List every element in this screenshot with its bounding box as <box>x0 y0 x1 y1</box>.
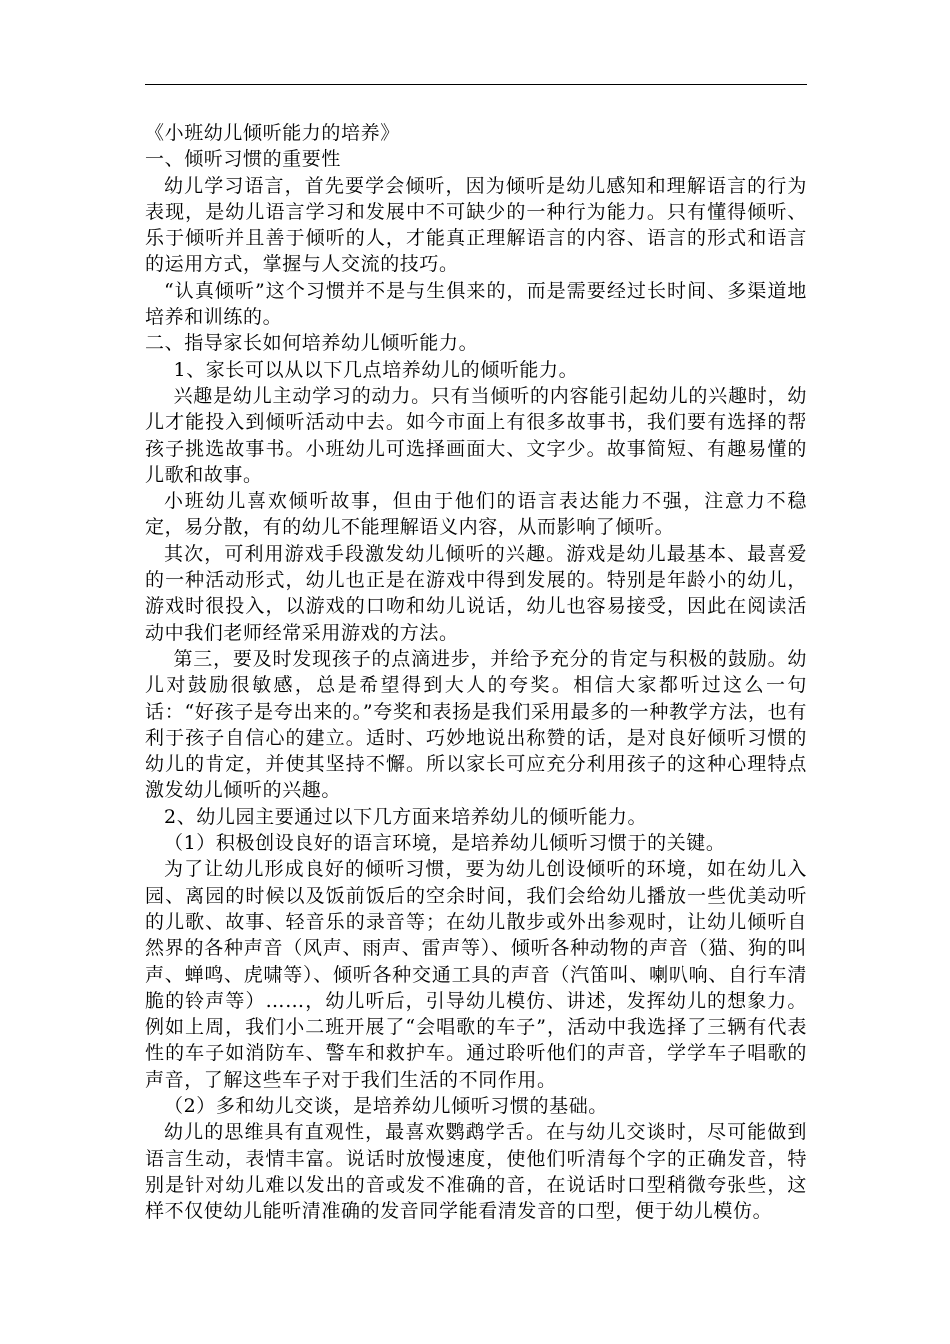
document-paragraph: 其次，可利用游戏手段激发幼儿倾听的兴趣。游戏是幼儿最基本、最喜爱的一种活动形式，幼儿也正是在游戏中得到发展的。特别是年龄小的幼儿，游戏时很投入，以游戏的口吻和幼儿说话，幼儿也容易接受，因此在阅读活动中我们老师经常采用游戏的方法。 <box>145 542 807 644</box>
document-paragraph: 为了让幼儿形成良好的倾听习惯，要为幼儿创设倾听的环境，如在幼儿入园、离园的时候以及饭前饭后的空余时间，我们会给幼儿播放一些优美动听的儿歌、故事、轻音乐的录音等；在幼儿散步或外出参观时，让幼儿倾听自然界的各种声音（风声、雨声、雷声等）、倾听各种动物的声音（猫、狗的叫声、蝉鸣、虎啸等）、倾听各种交通工具的声音（汽笛叫、喇叭响、自行车清脆的铃声等）……，幼儿听后，引导幼儿模仿、讲述，发挥幼儿的想象力。例如上周，我们小二班开展了“会唱歌的车子”，活动中我选择了三辆有代表性的车子如消防车、警车和救护车。通过聆听他们的声音，学学车子唱歌的声音，了解这些车子对于我们生活的不同作用。 <box>145 858 807 1091</box>
document-paragraph: 幼儿的思维具有直观性，最喜欢鹦鹉学舌。在与幼儿交谈时，尽可能做到语言生动，表情丰富。说话时放慢速度，使他们听清每个字的正确发音，特别是针对幼儿难以发出的音或发不准确的音，在说话时口型稍微夸张些，这样不仅使幼儿能听清准确的发音同学能看清发音的口型，便于幼儿模仿。 <box>145 1121 807 1223</box>
document-paragraph: （2）多和幼儿交谈，是培养幼儿倾听习惯的基础。 <box>164 1094 608 1117</box>
document-paragraph: 幼儿学习语言，首先要学会倾听，因为倾听是幼儿感知和理解语言的行为表现，是幼儿语言学习和发展中不可缺少的一种行为能力。只有懂得倾听、乐于倾听并且善于倾听的人，才能真正理解语言的内容、语言的形式和语言的运用方式，掌握与人交流的技巧。 <box>145 174 807 276</box>
paragraph-list <box>145 146 807 1224</box>
document-body <box>145 120 807 1224</box>
document-paragraph: 第三，要及时发现孩子的点滴进步，并给予充分的肯定与积极的鼓励。幼儿对鼓励很敏感，总是希望得到大人的夸奖。相信大家都听过这么一句话：“好孩子是夸出来的。”夸奖和表扬是我们采用最多的一种教学方法，也有利于孩子自信心的建立。适时、巧妙地说出称赞的话，是对良好倾听习惯的幼儿的肯定，并使其坚持不懈。所以家长可应充分利用孩子的这种心理特点激发幼儿倾听的兴趣。 <box>145 647 807 802</box>
document-paragraph: “认真倾听”这个习惯并不是与生俱来的，而是需要经过长时间、多渠道地培养和训练的。 <box>145 279 807 329</box>
document-paragraph: 一、倾听习惯的重要性 <box>145 148 342 171</box>
document-paragraph: 小班幼儿喜欢倾听故事，但由于他们的语言表达能力不强，注意力不稳定，易分散，有的幼儿不能理解语义内容，从而影响了倾听。 <box>145 490 807 539</box>
document-paragraph: 二、指导家长如何培养幼儿倾听能力。 <box>145 332 479 355</box>
document-paragraph: （1）积极创设良好的语言环境，是培养幼儿倾听习惯于的关键。 <box>164 832 726 855</box>
document-paragraph: 兴趣是幼儿主动学习的动力。只有当倾听的内容能引起幼儿的兴趣时，幼儿才能投入到倾听活动中去。如今市面上有很多故事书，我们要有选择的帮孩子挑选故事书。小班幼儿可选择画面大、文字少。故事简短、有趣易懂的儿歌和故事。 <box>145 384 807 486</box>
document-paragraph: 2、幼儿园主要通过以下几方面来培养幼儿的倾听能力。 <box>164 805 648 828</box>
document-title: 《小班幼儿倾听能力的培养》 <box>145 122 400 144</box>
header-rule <box>145 84 807 85</box>
document-paragraph: 1、家长可以从以下几点培养幼儿的倾听能力。 <box>173 358 579 381</box>
